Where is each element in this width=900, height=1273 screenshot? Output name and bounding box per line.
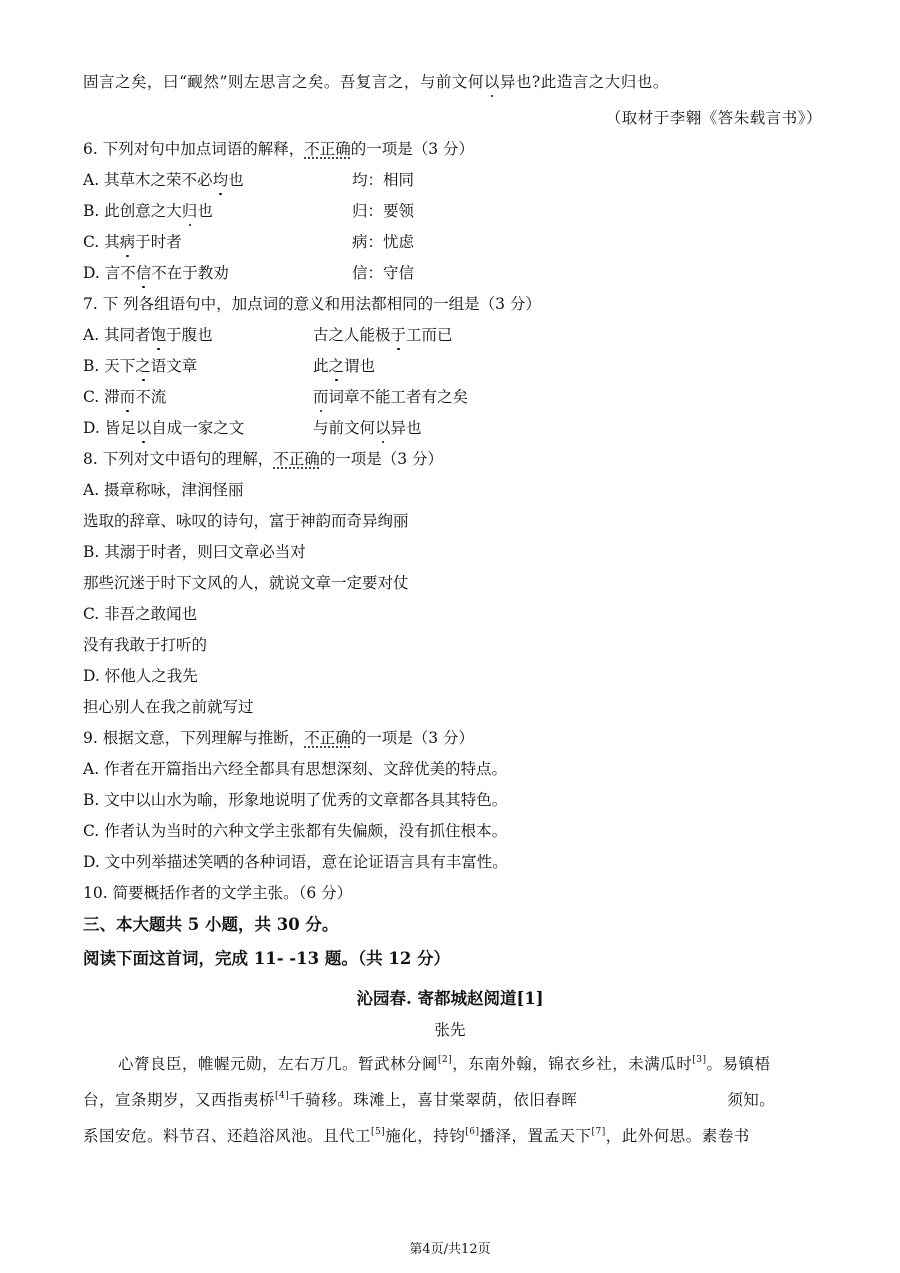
- poem-line-3: 系国安危。料节召、还趋浴风池。且代工[5]施化，持钧[6]播泽，置孟天下[7]，此外何思。素卷书: [83, 1127, 750, 1145]
- emphasis-dots: 不正确: [273, 450, 320, 468]
- question-7-stem: 7. 下 列各组语句中，加点词的意义和用法都相同的一组是（3 分）: [83, 295, 541, 313]
- q8-option-c-explanation: 没有我敢于打听的: [83, 636, 208, 654]
- q8-option-a-explanation: 选取的辞章、咏叹的诗句，富于神韵而奇异绚丽: [83, 512, 409, 530]
- poem-line-1: 心膂良臣，帷幄元勋，左右万几。暂武林分阃[2]，东南外翰，锦衣乡社，未满瓜时[3]。易镇梧: [118, 1055, 771, 1073]
- q6-option-a: A. 其草木之荣不必均也: [83, 171, 244, 189]
- q9-option-c: C. 作者认为当时的六种文学主张都有失偏颇，没有抓住根本。: [83, 822, 508, 840]
- reading-prompt: 阅读下面这首词，完成 11- -13 题。（共 12 分）: [83, 949, 451, 968]
- q6-option-c-gloss: 病：忧虑: [352, 233, 415, 251]
- q9-option-d: D. 文中列举描述笑哂的各种词语，意在论证语言具有丰富性。: [83, 853, 508, 871]
- emphasis-dots: 不正确: [304, 729, 351, 747]
- q7-option-b: B. 天下之语文章: [83, 357, 198, 375]
- question-6-stem: 6. 下列对句中加点词语的解释，不正确的一项是（3 分）: [83, 140, 475, 158]
- q9-option-b: B. 文中以山水为喻，形象地说明了优秀的文章都各具其特色。: [83, 791, 508, 809]
- emphasis-dots: 不正确: [304, 140, 351, 158]
- q8-option-b: B. 其溺于时者，则曰文章必当对: [83, 543, 306, 561]
- q6-option-b: B. 此创意之大归也: [83, 202, 213, 220]
- q7-option-d: D. 皆足以自成一家之文: [83, 419, 245, 437]
- q8-option-c: C. 非吾之敢闻也: [83, 605, 198, 623]
- q9-option-a: A. 作者在开篇指出六经全都具有思想深刻、文辞优美的特点。: [83, 760, 508, 778]
- poem-title: 沁园春. 寄都城赵阅道[1]: [356, 989, 544, 1008]
- q7-option-d-pair: 与前文何以异也: [313, 419, 422, 437]
- q8-option-a: A. 摄章称咏，津润怪丽: [83, 481, 244, 499]
- question-9-stem: 9. 根据文意，下列理解与推断，不正确的一项是（3 分）: [83, 729, 475, 747]
- source-citation: （取材于李翱《答朱载言书》）: [605, 109, 822, 127]
- q6-option-d: D. 言不信不在于教劝: [83, 264, 229, 282]
- q7-option-b-pair: 此之谓也: [313, 357, 376, 375]
- q7-option-c-pair: 而词章不能工者有之矣: [313, 388, 469, 406]
- passage-line: 固言之矣，曰“䩄然”则左思言之矣。吾复言之，与前文何以异也?此造言之大归也。: [83, 73, 669, 91]
- q8-option-d-explanation: 担心别人在我之前就写过: [83, 698, 254, 716]
- poem-author: 张先: [434, 1021, 466, 1039]
- q6-option-d-gloss: 信：守信: [352, 264, 415, 282]
- page-footer: 第4页/共12页: [409, 1242, 491, 1257]
- q8-option-d: D. 怀他人之我先: [83, 667, 198, 685]
- rare-character: 䩄然: [187, 73, 220, 91]
- q7-option-a-pair: 古之人能极于工而已: [313, 326, 453, 344]
- section-heading: 三、本大题共 5 小题，共 30 分。: [83, 915, 339, 934]
- q6-option-b-gloss: 归：要领: [352, 202, 415, 220]
- q7-option-a: A. 其同者饱于腹也: [83, 326, 213, 344]
- question-10: 10. 简要概括作者的文学主张。（6 分）: [83, 884, 353, 902]
- q8-option-b-explanation: 那些沉迷于时下文风的人，就说文章一定要对仗: [83, 574, 409, 592]
- q7-option-c: C. 滞而不流: [83, 388, 167, 406]
- question-8-stem: 8. 下列对文中语句的理解，不正确的一项是（3 分）: [83, 450, 444, 468]
- poem-line-2: 台，宣条期岁，又西指夷桥[4]千骑移。珠滩上，喜甘棠翠荫，依旧春晖 须知。: [83, 1091, 776, 1109]
- q6-option-a-gloss: 均：相同: [352, 171, 415, 189]
- q6-option-c: C. 其病于时者: [83, 233, 182, 251]
